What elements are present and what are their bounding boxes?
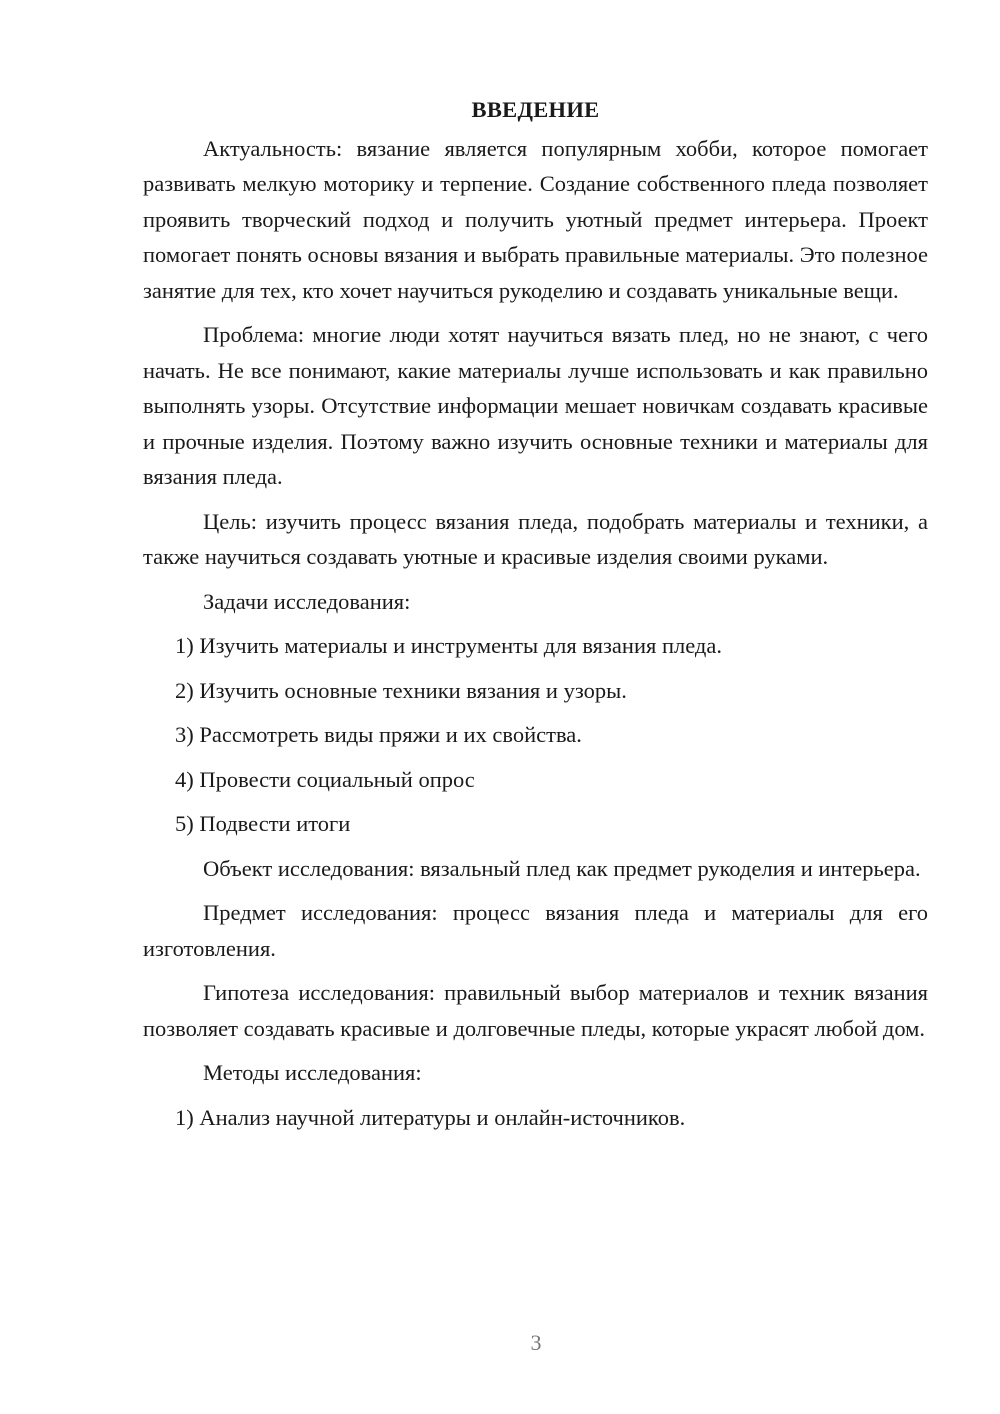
list-item: 1) Анализ научной литературы и онлайн-источников.: [175, 1104, 686, 1130]
problem-paragraph: Проблема: многие люди хотят научиться вязать плед, но не знают, с чего начать. Не все понимают, какие материалы лучше использовать и как правильно выполнять узоры. Отсутствие информации мешает новичкам создавать красивые и прочные изделия. Поэтому важно изучить основные техники и материалы для вязания пледа.: [143, 322, 928, 489]
object-paragraph: Объект исследования: вязальный плед как предмет рукоделия и интерьера.: [203, 855, 921, 881]
methods-label: Методы исследования:: [203, 1060, 422, 1085]
list-item: 4) Провести социальный опрос: [175, 766, 475, 792]
list-item: 5) Подвести итоги: [175, 811, 351, 836]
tasks-label: Задачи исследования:: [203, 588, 411, 614]
tasks-list: [143, 628, 928, 842]
methods-list: [143, 1100, 928, 1136]
subject-paragraph: Предмет исследования: процесс вязания пледа и материалы для его изготовления.: [143, 900, 928, 961]
list-item: 2) Изучить основные техники вязания и узоры.: [175, 677, 627, 703]
goal-paragraph: Цель: изучить процесс вязания пледа, подобрать материалы и техники, а также научиться создавать уютные и красивые изделия своими руками.: [143, 508, 928, 569]
list-item: 3) Рассмотреть виды пряжи и их свойства.: [175, 722, 582, 747]
hypothesis-paragraph: Гипотеза исследования: правильный выбор материалов и техник вязания позволяет создавать красивые и долговечные пледы, которые украсят любой дом.: [143, 980, 928, 1041]
relevance-paragraph: Актуальность: вязание является популярным хобби, которое помогает развивать мелкую моторику и терпение. Создание собственного пледа позволяет проявить творческий подход и получить уютный предмет интерьера. Проект помогает понять основы вязания и выбрать правильные материалы. Это полезное занятие для тех, кто хочет научиться рукоделию и создавать уникальные вещи.: [143, 135, 928, 303]
list-item: 1) Изучить материалы и инструменты для вязания пледа.: [175, 633, 722, 658]
page-number: 3: [530, 1330, 542, 1355]
page-title: ВВЕДЕНИЕ: [471, 97, 600, 122]
document-body: [143, 92, 928, 1144]
